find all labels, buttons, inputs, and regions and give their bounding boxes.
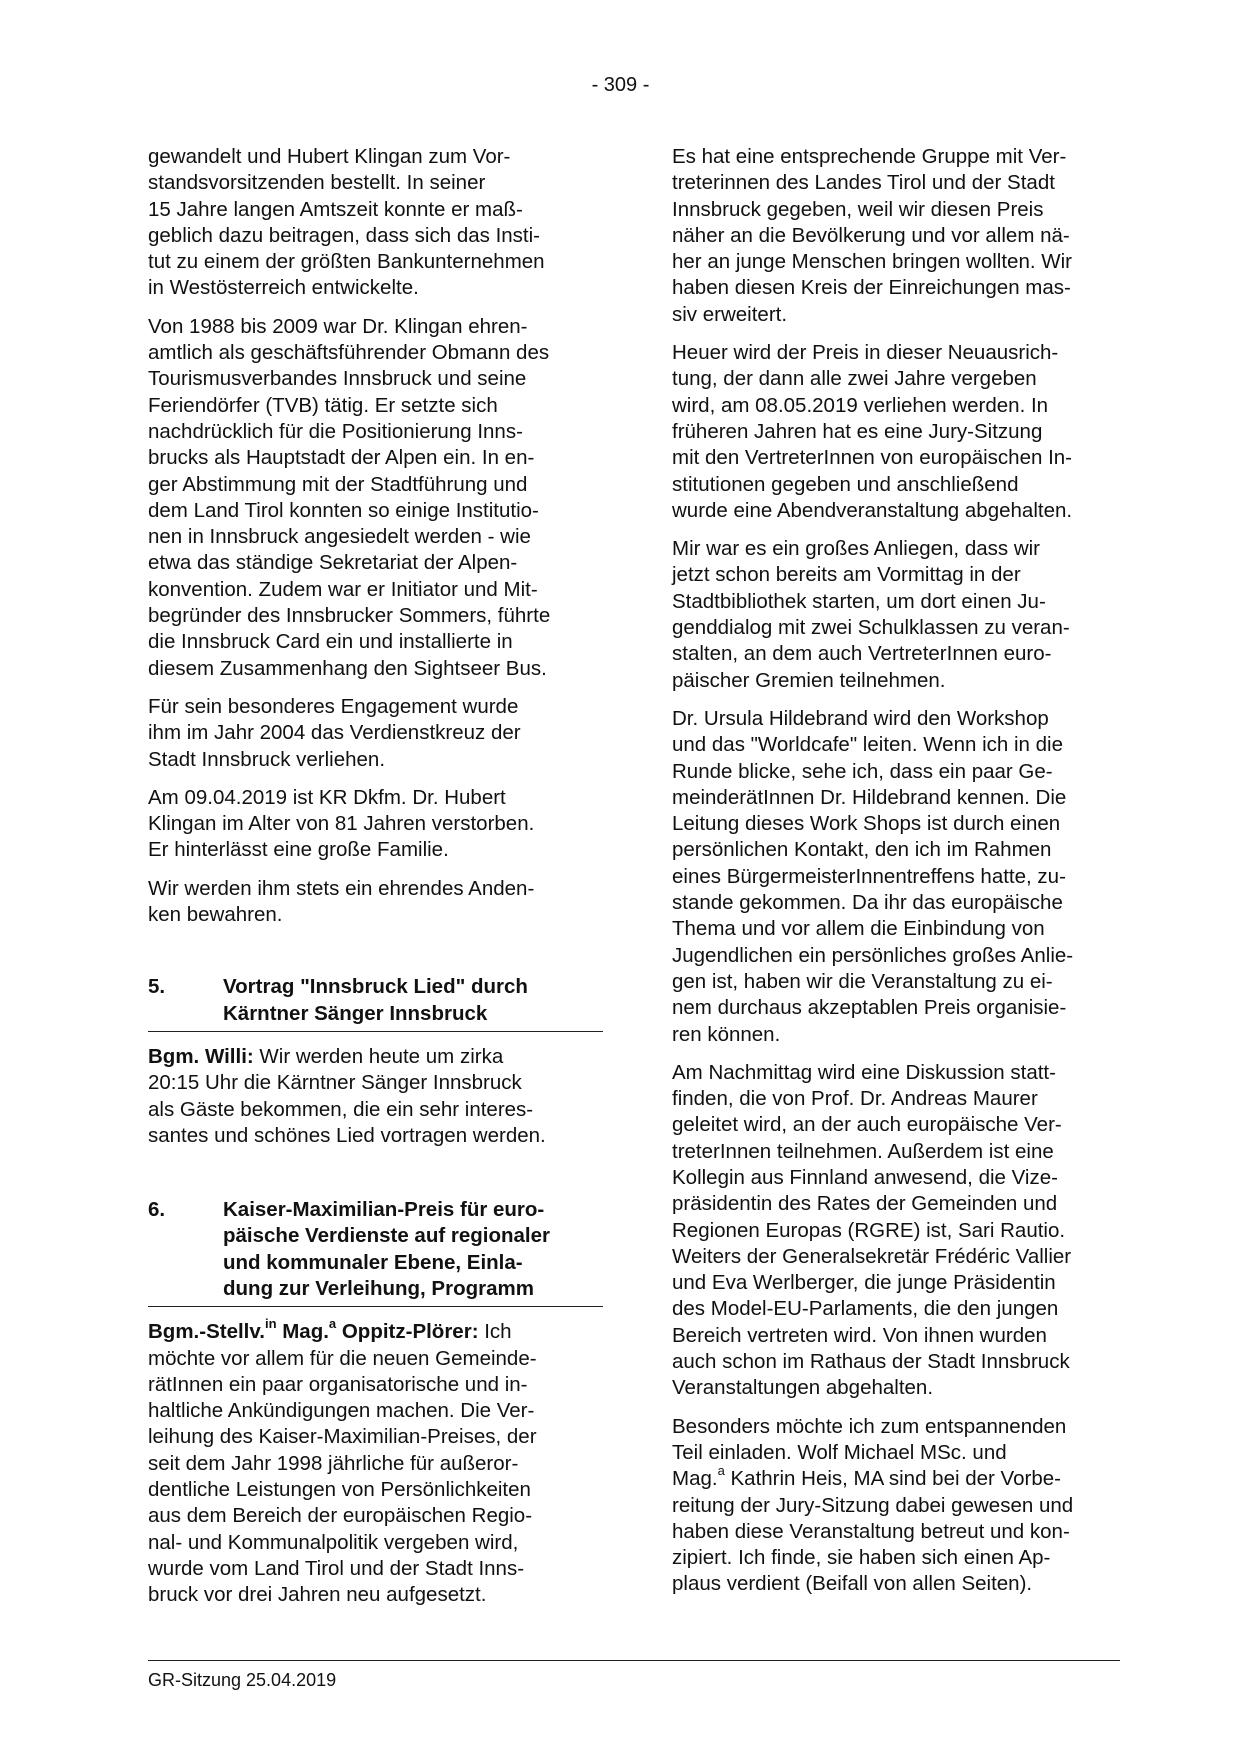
section-title: Vortrag "Innsbruck Lied" durch Kärntner Sänger Innsbruck [223,975,528,1025]
paragraph-workshop: Dr. Ursula Hildebrand wird den Workshop und das "Worldcafe" leiten. Wenn ich in die Runde blicke, sehe ich, dass ein paar Ge- meinderätInnen Dr. Hildebrand kennen. Die Leitung dieses Work Shops ist durch einen persönlichen Kontakt, den ich im Rahmen eines BürgermeisterInnentreffens hatte, zu- stande gekommen. Da ihr das europäische Thema und vor allem die Einbindung von Jugendlichen ein persönliches großes Anlie- gen ist, haben wir die Veranstaltung zu ei- nem durchaus akzeptablen Preis organisie- ren können. [672,706,1074,1046]
paragraph-award-date: Heuer wird der Preis in dieser Neuausrich- tung, der dann alle zwei Jahre vergeben wird, am 08.05.2019 verliehen werden. In früheren Jahren hat es eine Jury-Sitzung mit den VertreterInnen von europäischen In- stitutionen gegeben und anschließend wurde eine Abendveranstaltung abgehalten. [672,341,1073,522]
section-5-statement: Bgm. Willi: Wir werden heute um zirka 20:15 Uhr die Kärntner Sänger Innsbruck als Gäste bekommen, die ein sehr interes- santes und schönes Lied vortragen werden. [148,1044,546,1147]
left-column [148,144,603,1621]
section-6-statement: Bgm.-Stellv.$^{in}$ Mag.$^a$ Oppitz-Plörer: Ich möchte vor allem für die neuen Gemeinde- rätInnen ein paar organisatorische und in- haltliche Ankündigungen machen. Die Ver- leihung des Kaiser-Maximilian-Preises, der seit dem Jahr 1998 jährliche für außeror- dentliche Leistungen von Persönlichkeiten aus dem Bereich der europäischen Regio- nal- und Kommunalpolitik vergeben wird, wurde vom Land Tirol und der Stadt Inns- bruck vor drei Jahren neu aufgesetzt. [148,1316,537,1607]
paragraph-death-notice: Am 09.04.2019 ist KR Dkfm. Dr. Hubert Klingan im Alter von 81 Jahren verstorben. Er hinterlässt eine große Familie. [148,785,535,862]
paragraph-klingan-tourism: Von 1988 bis 2009 war Dr. Klingan ehren- amtlich als geschäftsführender Obmann des Tourismusverbandes Innsbruck und seine Feriendörfer (TVB) tätig. Er setzte sich nachdrücklich für die Positionierung Inns- brucks als Hauptstadt der Alpen ein. In en- ger Abstimmung mit der Stadtführung und dem Land Tirol konnten so einige Institutio- nen in Innsbruck angesiedelt werden - wie etwa das ständige Sekretariat der Alpen- konvention. Zudem war er Initiator und Mit- begründer des Innsbrucker Sommers, führte die Innsbruck Card ein und installierte in diesem Zusammenhang den Sightseer Bus. [148,314,551,680]
paragraph-remembrance: Wir werden ihm stets ein ehrendes Anden- ken bewahren. [148,876,535,927]
section-number: 6. [148,1198,166,1222]
paragraph-working-group: Es hat eine entsprechende Gruppe mit Ver- treterinnen des Landes Tirol und der Stadt Innsbruck gegeben, weil wir diesen Preis näher an die Bevölkerung und vor allem nä- her an junge Menschen bringen wollten. Wir haben diesen Kreis der Einreichungen mas- siv erweitert. [672,145,1072,326]
footer-divider [148,1660,1120,1661]
section-title: Kaiser-Maximilian-Preis für euro- päische Verdienste auf regionaler und kommunaler Ebene, Einla- dung zur Verleihung, Programm [223,1198,550,1300]
speaker-name: Bgm. Willi: [148,1044,254,1068]
paragraph-thanks: Besonders möchte ich zum entspannenden Teil einladen. Wolf Michael MSc. und Mag.$^a$ Kathrin Heis, MA sind bei der Vorbe- reitung der Jury-Sitzung dabei gewesen und haben diese Veranstaltung betreut und kon- zipiert. Ich finde, sie haben sich einen Ap- plaus verdient (Beifall von allen Seiten). [672,1414,1074,1596]
paragraph-discussion: Am Nachmittag wird eine Diskussion statt- finden, die von Prof. Dr. Andreas Maurer geleitet wird, an der auch europäische Ver- treterInnen teilnehmen. Außerdem ist eine Kollegin aus Finnland anwesend, die Vize- präsidentin des Rates der Gemeinden und Regionen Europas (RGRE) ist, Sari Rautio. Weiters der Generalsekretär Frédéric Vallier und Eva Werlberger, die junge Präsidentin des Model-EU-Parlaments, die den jungen Bereich vertreten wird. Von ihnen wurden auch schon im Rathaus der Stadt Innsbruck Veranstaltungen abgehalten. [672,1060,1072,1400]
right-column [672,144,1127,1610]
paragraph-youth-dialogue: Mir war es ein großes Anliegen, dass wir jetzt schon bereits am Vormittag in der Stadtbibliothek starten, um dort einen Ju- genddialog mit zwei Schulklassen zu veran- stalten, an dem auch VertreterInnen euro- päischer Gremien teilnehmen. [672,537,1070,692]
footer-session-date: GR-Sitzung 25.04.2019 [148,1670,337,1690]
paragraph-verdienstkreuz: Für sein besonderes Engagement wurde ihm im Jahr 2004 das Verdienstkreuz der Stadt Innsbruck verliehen. [148,694,521,771]
speaker-name: Bgm.-Stellv.$^{in}$ Mag.$^a$ Oppitz-Plörer: [148,1316,479,1344]
paragraph-klingan-career: gewandelt und Hubert Klingan zum Vor- standsvorsitzenden bestellt. In seiner 15 Jahre langen Amtszeit konnte er maß- geblich dazu beitragen, dass sich das Insti- tut zu einem der größten Bankunternehmen in Westösterreich entwickelte. [148,145,545,300]
page-number: - 309 - [591,74,650,96]
section-6-heading [148,1197,603,1307]
section-number: 5. [148,975,166,999]
section-5-heading [148,974,603,1032]
